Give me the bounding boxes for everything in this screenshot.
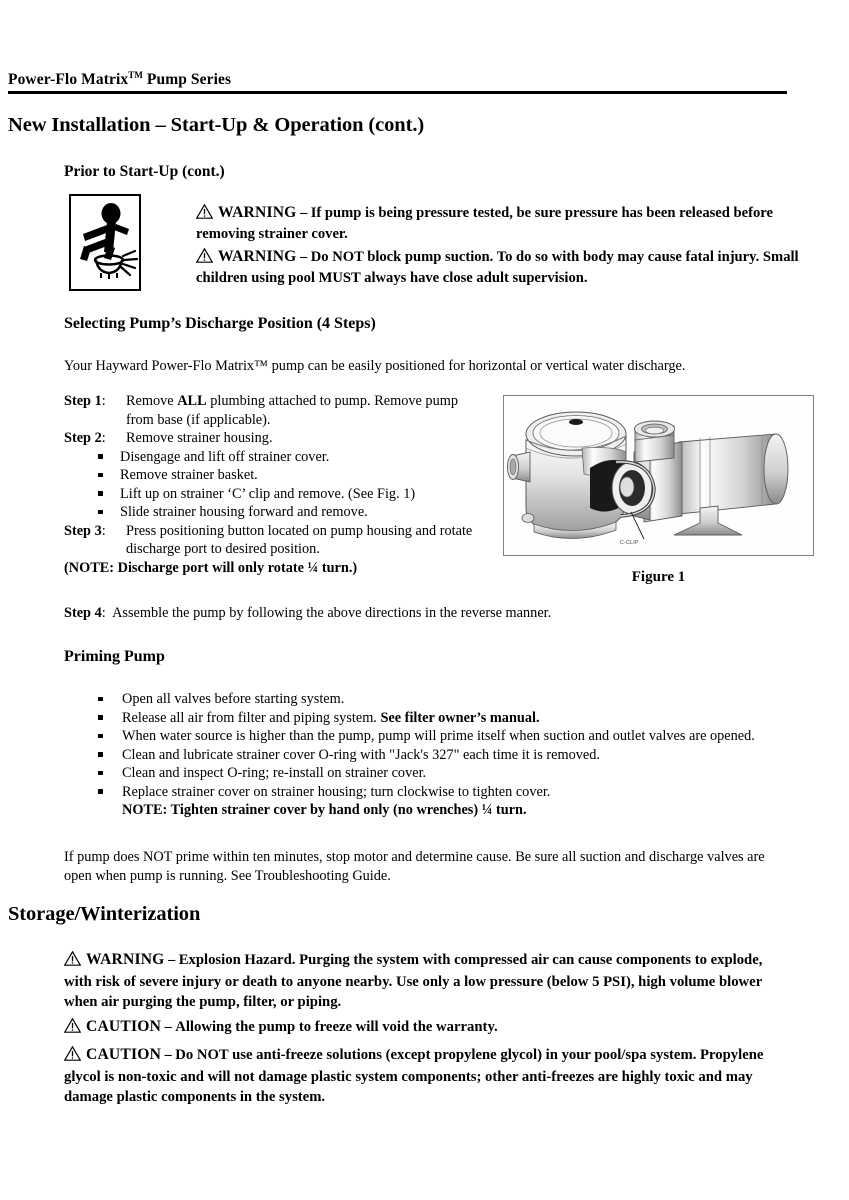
step-text-suffix: plumbing attached to pump. Remove pump from base (if applicable). xyxy=(126,393,458,428)
warning-item xyxy=(64,1045,788,1107)
step-colon: : xyxy=(101,605,106,621)
discharge-rotation-note: (NOTE: Discharge port will only rotate ¼ turn.) xyxy=(64,559,358,576)
priming-bullet-list xyxy=(97,690,797,820)
caution-triangle-icon xyxy=(64,1046,81,1068)
bullet-note: NOTE: Tighten strainer cover by hand only (no wrenches) ¼ turn. xyxy=(122,802,527,819)
section-heading-storage-winterization: Storage/Winterization xyxy=(8,903,201,925)
warning-item xyxy=(196,247,804,289)
square-bullet-icon xyxy=(98,697,103,702)
caution-keyword: CAUTION xyxy=(86,1046,162,1064)
step-label-text: Step 4 xyxy=(64,605,102,621)
entrapment-figure-icon xyxy=(71,196,138,288)
step-text: Assemble the pump by following the above directions in the reverse manner. xyxy=(112,605,552,621)
warning-triangle-icon xyxy=(196,248,213,269)
step-label xyxy=(64,522,122,541)
list-item xyxy=(97,727,797,746)
warning-item xyxy=(196,203,804,245)
list-item xyxy=(64,503,484,522)
warning-dash: – xyxy=(164,1047,172,1064)
trademark-mark: TM xyxy=(128,70,143,80)
step-4-paragraph xyxy=(64,604,784,623)
warning-dash: – xyxy=(300,248,308,265)
step-label-text: Step 1 xyxy=(64,393,102,409)
list-item xyxy=(97,690,797,709)
pump-cutaway-illustration xyxy=(504,396,812,554)
caution-triangle-icon xyxy=(64,1018,81,1040)
bullet-text: Clean and lubricate strainer cover O-ring with "Jack's 327" each time it is removed. xyxy=(122,746,600,763)
caution-keyword: CAUTION xyxy=(86,1018,162,1036)
square-bullet-icon xyxy=(98,473,103,478)
step-item xyxy=(64,429,484,448)
square-bullet-icon xyxy=(98,734,103,739)
step-item xyxy=(64,522,484,559)
warning-dash: – xyxy=(300,205,308,221)
warning-lead: Explosion Hazard. xyxy=(178,952,296,968)
caution-text: Do NOT use anti-freeze solutions (except propylene glycol) in your pool/spa system. Propylene glycol is non-toxic and will not damage plastic system components; other anti-freezes are highly toxic and may damage plastic components in the system. xyxy=(64,1047,764,1105)
warning-text: If pump is being pressure tested, be sure pressure has been released before removing strainer cover. xyxy=(196,205,773,243)
square-bullet-icon xyxy=(98,789,103,794)
step-colon: : xyxy=(101,393,106,409)
bullet-text: Open all valves before starting system. xyxy=(122,691,345,707)
warning-item xyxy=(64,950,788,1012)
step-text-emphasis: ALL xyxy=(177,393,207,409)
square-bullet-icon xyxy=(98,715,103,720)
discharge-intro-paragraph: Your Hayward Power-Flo Matrix™ pump can be easily positioned for horizontal or vertical water discharge. xyxy=(64,358,686,374)
list-item xyxy=(97,783,797,820)
page-title: New Installation – Start-Up & Operation (cont.) xyxy=(8,114,425,136)
substep-text: Lift up on strainer ‘C’ clip and remove. (See Fig. 1) xyxy=(120,485,416,502)
figure-1-container xyxy=(503,395,814,556)
warning-dash: – xyxy=(164,1019,172,1036)
header-divider-rule xyxy=(8,91,787,94)
step-text-prefix: Remove xyxy=(126,393,178,409)
warning-text: Purging the system with compressed air can cause components to explode, with risk of severe injury or death to anyone nearby. Use only a low pressure (below 5 PSI), high volume blower when air purging the pump, filter, or piping. xyxy=(64,952,763,1010)
step-text: Press positioning button located on pump housing and rotate discharge port to desired position. xyxy=(126,522,473,557)
bullet-text: Release all air from filter and piping system. xyxy=(122,709,381,726)
warning-triangle-icon xyxy=(64,951,81,973)
list-item xyxy=(64,448,484,467)
body-entrapment-hazard-pictogram xyxy=(69,194,141,291)
bullet-text-emphasis: See filter owner’s manual. xyxy=(380,709,540,726)
running-header-title: Power-Flo Matrix xyxy=(8,71,129,89)
step-colon: : xyxy=(101,522,106,539)
warning-keyword: WARNING xyxy=(86,951,165,968)
list-item xyxy=(64,466,484,485)
warning-item xyxy=(64,1017,788,1040)
section-heading-discharge-position: Selecting Pump’s Discharge Position (4 Steps) xyxy=(64,315,376,332)
warning-keyword: WARNING xyxy=(218,204,297,221)
discharge-steps-list xyxy=(64,392,484,577)
bullet-text: When water source is higher than the pump, pump will prime itself when suction and outlet valves are opened. xyxy=(122,728,755,745)
caution-text: Allowing the pump to freeze will void the warranty. xyxy=(175,1019,498,1036)
running-header xyxy=(8,70,788,89)
warning-keyword: WARNING xyxy=(218,247,297,265)
step-label xyxy=(64,429,122,448)
bullet-text: Replace strainer cover on strainer housing; turn clockwise to tighten cover. xyxy=(122,783,551,800)
square-bullet-icon xyxy=(98,771,103,776)
list-item xyxy=(97,746,797,765)
square-bullet-icon xyxy=(98,752,103,757)
prior-startup-warnings xyxy=(196,203,804,291)
square-bullet-icon xyxy=(98,491,103,496)
step2-substeps xyxy=(64,448,484,522)
step-label-text: Step 2 xyxy=(64,430,102,446)
step-label-text: Step 3 xyxy=(64,522,102,539)
square-bullet-icon xyxy=(98,454,103,459)
warning-text: Do NOT block pump suction. To do so with body may cause fatal injury. Small children using pool MUST always have close adult supervision. xyxy=(196,248,799,287)
warning-dash: – xyxy=(168,952,176,968)
substep-text: Slide strainer housing forward and remove. xyxy=(120,504,368,520)
figure-1-caption: Figure 1 xyxy=(631,569,686,585)
substep-text: Remove strainer basket. xyxy=(120,467,258,483)
step-label xyxy=(64,392,122,411)
section-heading-priming-pump: Priming Pump xyxy=(64,648,165,665)
substep-text: Disengage and lift off strainer cover. xyxy=(120,448,330,465)
bullet-text: Clean and inspect O-ring; re-install on strainer cover. xyxy=(122,765,427,782)
step-text: Remove strainer housing. xyxy=(126,430,273,446)
warning-triangle-icon xyxy=(196,204,213,225)
step-item xyxy=(64,392,484,429)
priming-closing-paragraph: If pump does NOT prime within ten minutes, stop motor and determine cause. Be sure all suction and discharge valves are open when pump is running. See Troubleshooting Guide. xyxy=(64,849,765,884)
list-item xyxy=(64,485,484,504)
c-clip-callout-label: C-CLIP xyxy=(620,540,639,546)
list-item xyxy=(97,709,797,728)
step-colon: : xyxy=(101,430,106,446)
section-heading-prior-to-startup: Prior to Start-Up (cont.) xyxy=(64,163,225,180)
square-bullet-icon xyxy=(98,510,103,515)
running-header-suffix: Pump Series xyxy=(146,71,232,89)
list-item xyxy=(97,764,797,783)
storage-warning-list xyxy=(64,950,788,1112)
